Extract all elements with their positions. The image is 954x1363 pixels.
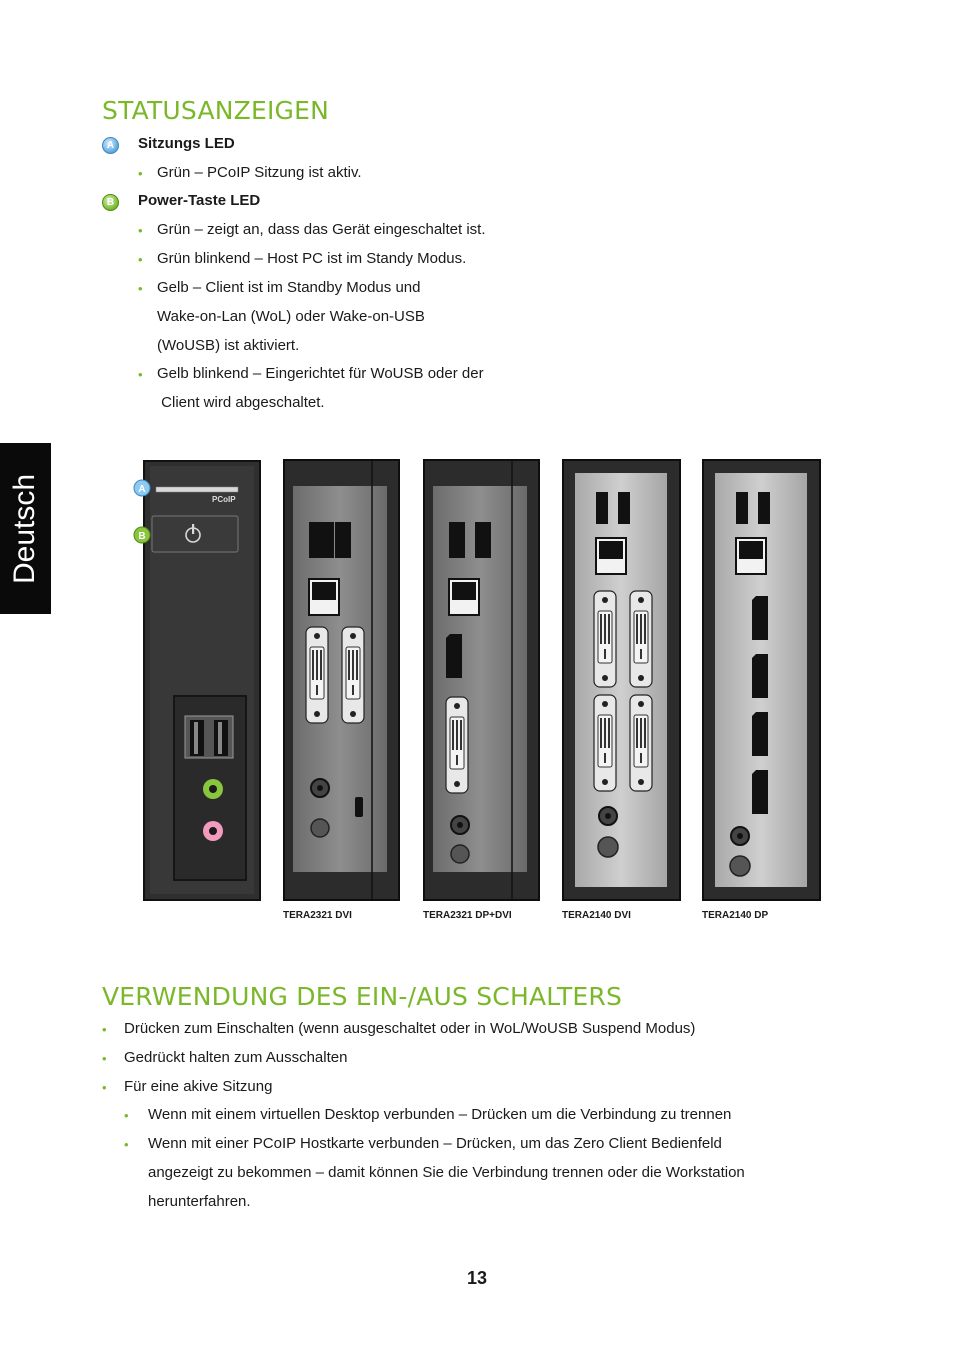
- device-label: TERA2321 DP+DVI: [423, 910, 512, 921]
- device-label: TERA2321 DVI: [283, 910, 352, 921]
- rear-panel-tera2140-dp: [703, 460, 820, 900]
- bullet-text: Gelb blinkend – Eingerichtet für WoUSB oder der: [157, 365, 484, 382]
- bullet-icon: •: [102, 1080, 107, 1095]
- bullet-text-cont: Wake-on-Lan (WoL) oder Wake-on-USB: [157, 308, 425, 325]
- bullet-icon: •: [138, 367, 143, 382]
- page-number: 13: [466, 1268, 488, 1288]
- svg-text:A: A: [138, 484, 146, 495]
- sub-bullet-text: Wenn mit einer PCoIP Hostkarte verbunden – Drücken, um das Zero Client Bedienfeld: [148, 1135, 722, 1152]
- sub-bullet-text-cont: herunterfahren.: [148, 1193, 251, 1210]
- bullet-text: Grün blinkend – Host PC ist im Standy Modus.: [157, 250, 467, 267]
- rear-panel-tera2140-dvi: [563, 460, 680, 900]
- sub-bullet-text: Wenn mit einem virtuellen Desktop verbunden – Drücken um die Verbindung zu trennen: [148, 1106, 732, 1123]
- bullet-text: Grün – PCoIP Sitzung ist aktiv.: [157, 164, 362, 181]
- item-heading-session-led: Sitzungs LED: [138, 135, 235, 152]
- bullet-icon: •: [138, 252, 143, 267]
- section-title-statusanzeigen: STATUSANZEIGEN: [102, 96, 330, 125]
- bullet-text: Für eine akive Sitzung: [124, 1078, 273, 1095]
- bullet-text: Gelb – Client ist im Standby Modus und: [157, 279, 421, 296]
- bullet-icon: •: [138, 223, 143, 238]
- badge-b-icon: B: [102, 194, 119, 211]
- svg-text:B: B: [138, 531, 146, 542]
- bullet-text: Gedrückt halten zum Ausschalten: [124, 1049, 348, 1066]
- bullet-icon: •: [102, 1051, 107, 1066]
- figure-badge-b-icon: [134, 527, 150, 543]
- section-title-power-switch: VERWENDUNG DES EIN-/AUS SCHALTERS: [102, 982, 623, 1011]
- rear-panel-tera2321-dp-dvi: [424, 460, 539, 900]
- badge-a-icon: A: [102, 137, 119, 154]
- sub-bullet-icon: •: [124, 1108, 129, 1123]
- item-heading-power-led: Power-Taste LED: [138, 192, 261, 209]
- device-label: TERA2140 DVI: [562, 910, 631, 921]
- front-logo-text: PCoIP: [212, 495, 236, 504]
- bullet-icon: •: [138, 166, 143, 181]
- bullet-text-cont: (WoUSB) ist aktiviert.: [157, 337, 300, 354]
- sub-bullet-icon: •: [124, 1137, 129, 1152]
- language-tab-label: Deutsch: [8, 473, 42, 584]
- front-panel-device: [144, 461, 260, 900]
- sub-bullet-text-cont: angezeigt zu bekommen – damit können Sie die Verbindung trennen oder die Workstation: [148, 1164, 745, 1181]
- figure-badge-a-icon: [134, 480, 150, 496]
- bullet-icon: •: [138, 281, 143, 296]
- bullet-text: Drücken zum Einschalten (wenn ausgeschaltet oder in WoL/WoUSB Suspend Modus): [124, 1020, 696, 1037]
- bullet-text-cont: Client wird abgeschaltet.: [157, 394, 325, 411]
- rear-panel-tera2321-dvi: [284, 460, 399, 900]
- bullet-text: Grün – zeigt an, dass das Gerät eingeschaltet ist.: [157, 221, 486, 238]
- device-label: TERA2140 DP: [702, 910, 769, 921]
- bullet-icon: •: [102, 1022, 107, 1037]
